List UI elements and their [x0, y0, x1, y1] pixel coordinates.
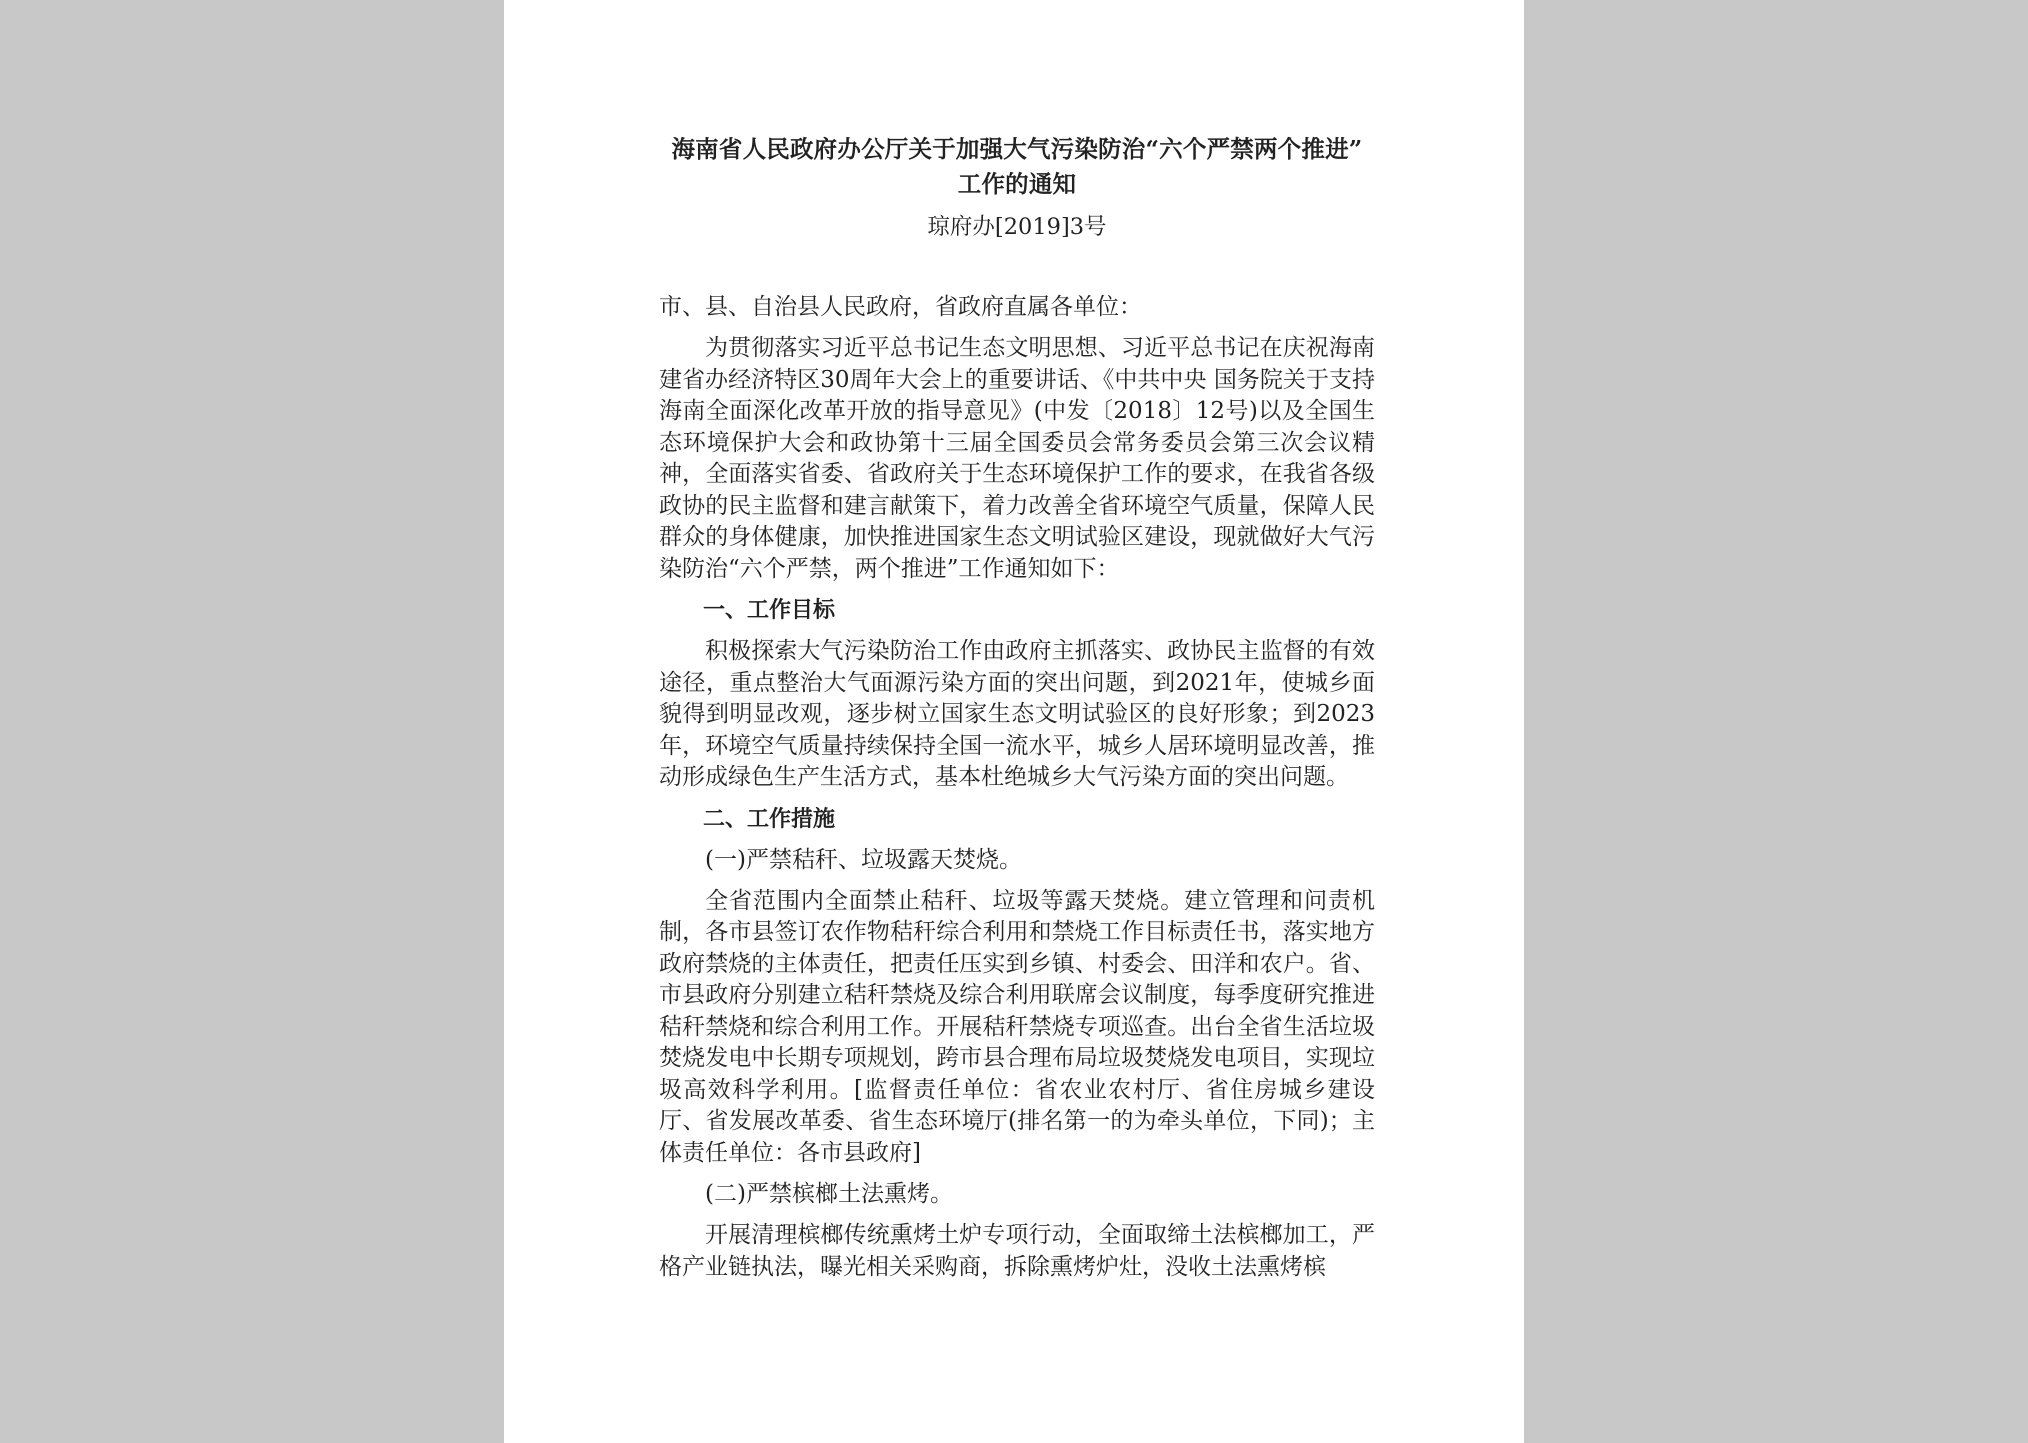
section-heading-measures: 二、工作措施	[703, 806, 836, 832]
salutation: 市、县、自治县人民政府，省政府直属各单位：	[659, 294, 1142, 320]
document-page	[504, 0, 1524, 1443]
title-line-1: 海南省人民政府办公厅关于加强大气污染防治“六个严禁两个推进”	[671, 135, 1363, 163]
section-heading-goals: 一、工作目标	[703, 598, 836, 623]
title-line-2: 工作的通知	[957, 170, 1077, 198]
measure-2-heading: (二)严禁槟榔土法熏烤。	[705, 1181, 953, 1207]
measure-2-paragraph: 开展清理槟榔传统熏烤土炉专项行动，全面取缔土法槟榔加工，严格产业链执法，曝光相关采购商，拆除熏烤炉灶，没收土法熏烤槟	[659, 1222, 1375, 1280]
intro-paragraph: 为贯彻落实习近平总书记生态文明思想、习近平总书记在庆祝海南建省办经济特区30周年大会上的重要讲话、《中共中央 国务院关于支持海南全面深化改革开放的指导意见》(中发〔2018〕12号)以及全国生态环境保护大会和政协第十三届全国委员会常务委员会第三次会议精神，全面落实省委、省政府关于生态环境保护工作的要求，在我省各级政协的民主监督和建言献策下，着力改善全省环境空气质量，保障人民群众的身体健康，加快推进国家生态文明试验区建设，现就做好大气污染防治“六个严禁，两个推进”工作通知如下：	[659, 335, 1375, 582]
page-content	[659, 132, 1375, 1283]
document-title	[659, 132, 1375, 202]
measure-1-paragraph: 全省范围内全面禁止秸秆、垃圾等露天焚烧。建立管理和问责机制，各市县签订农作物秸秆综合利用和禁烧工作目标责任书，落实地方政府禁烧的主体责任，把责任压实到乡镇、村委会、田洋和农户。省、市县政府分别建立秸秆禁烧及综合利用联席会议制度，每季度研究推进秸秆禁烧和综合利用工作。开展秸秆禁烧专项巡查。出台全省生活垃圾焚烧发电中长期专项规划，跨市县合理布局垃圾焚烧发电项目，实现垃圾高效科学利用。[监督责任单位：省农业农村厅、省住房城乡建设厅、省发展改革委、省生态环境厅(排名第一的为牵头单位，下同)；主体责任单位：各市县政府]	[659, 887, 1375, 1166]
document-number: 琼府办[2019]3号	[927, 214, 1107, 240]
goals-paragraph: 积极探索大气污染防治工作由政府主抓落实、政协民主监督的有效途径，重点整治大气面源污染方面的突出问题，到2021年，使城乡面貌得到明显改观，逐步树立国家生态文明试验区的良好形象；到2023年，环境空气质量持续保持全国一流水平，城乡人居环境明显改善，推动形成绿色生产生活方式，基本杜绝城乡大气污染方面的突出问题。	[659, 638, 1375, 790]
measure-1-heading: (一)严禁秸秆、垃圾露天焚烧。	[705, 846, 1022, 873]
